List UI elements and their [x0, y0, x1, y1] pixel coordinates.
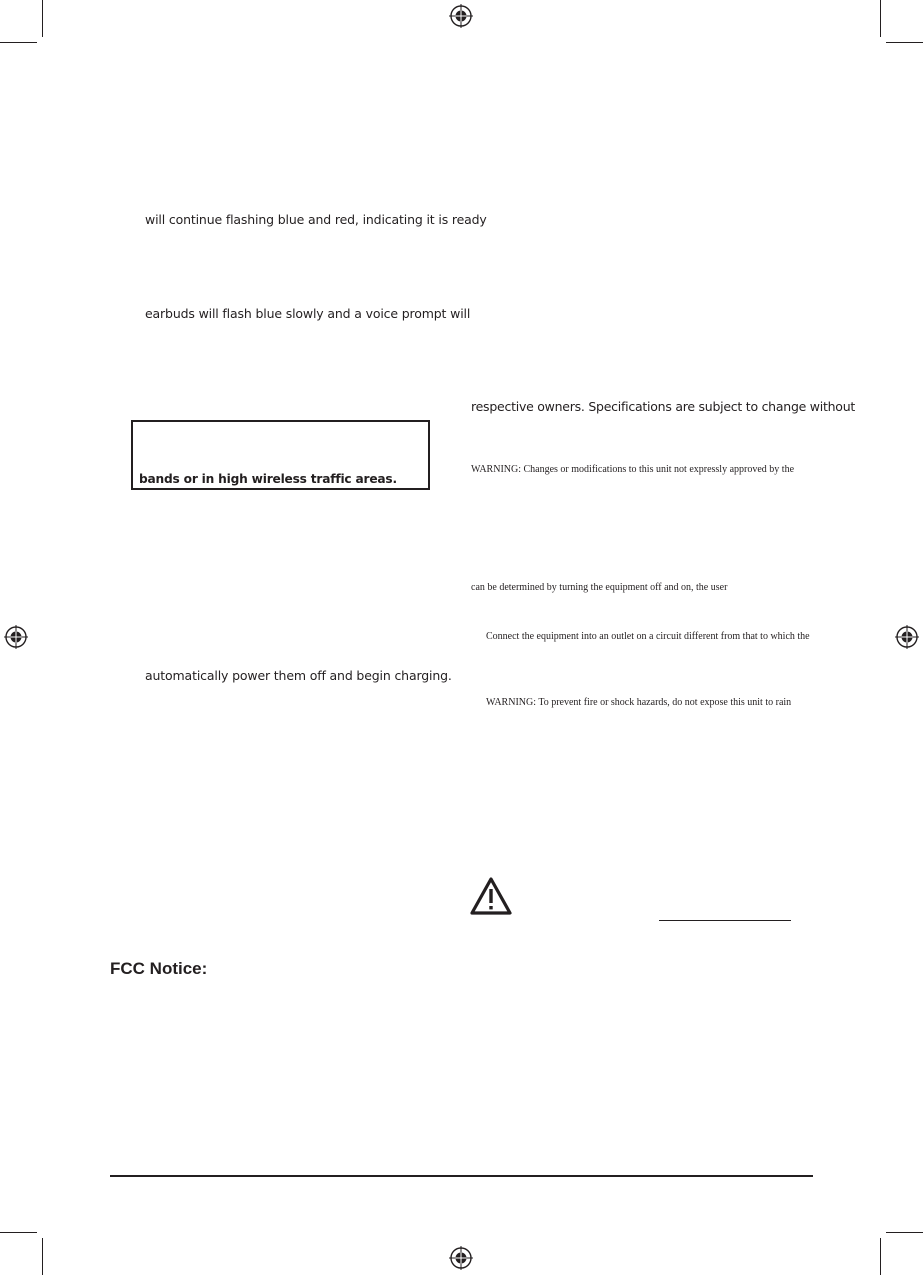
- modifications-warning-line: WARNING: Changes or modifications to this unit not expressly approved by the: [471, 464, 795, 475]
- crop-mark-top-left-v: [42, 0, 43, 37]
- pairing-ready-line: will continue flashing blue and red, indicating it is ready: [145, 212, 487, 227]
- registration-mark-icon: [895, 625, 919, 649]
- crop-mark-top-right-v: [880, 0, 881, 37]
- charging-line: automatically power them off and begin charging.: [145, 668, 452, 683]
- outlet-line: Connect the equipment into an outlet on a circuit different from that to which the: [486, 631, 810, 642]
- note-text: bands or in high wireless traffic areas.: [139, 472, 397, 486]
- crop-mark-top-right-h: [886, 42, 923, 43]
- crop-mark-bottom-right-v: [880, 1238, 881, 1275]
- crop-mark-bottom-left-h: [0, 1232, 37, 1233]
- fire-warning-line: WARNING: To prevent fire or shock hazards, do not expose this unit to rain: [486, 697, 792, 708]
- specifications-line: respective owners. Specifications are subject to change without: [471, 399, 856, 414]
- note-box: [131, 420, 430, 490]
- link-underline: [659, 920, 791, 921]
- voice-prompt-line: earbuds will flash blue slowly and a voice prompt will: [145, 306, 471, 321]
- crop-mark-bottom-left-v: [42, 1238, 43, 1275]
- footer-rule: [110, 1175, 813, 1177]
- registration-mark-icon: [4, 625, 28, 649]
- registration-mark-icon: [449, 1246, 473, 1270]
- interference-line: can be determined by turning the equipment off and on, the user: [471, 582, 728, 593]
- warning-triangle-icon: [469, 876, 513, 916]
- crop-mark-top-left-h: [0, 42, 37, 43]
- fcc-notice-heading: FCC Notice:: [110, 959, 208, 978]
- registration-mark-icon: [449, 4, 473, 28]
- crop-mark-bottom-right-h: [886, 1232, 923, 1233]
